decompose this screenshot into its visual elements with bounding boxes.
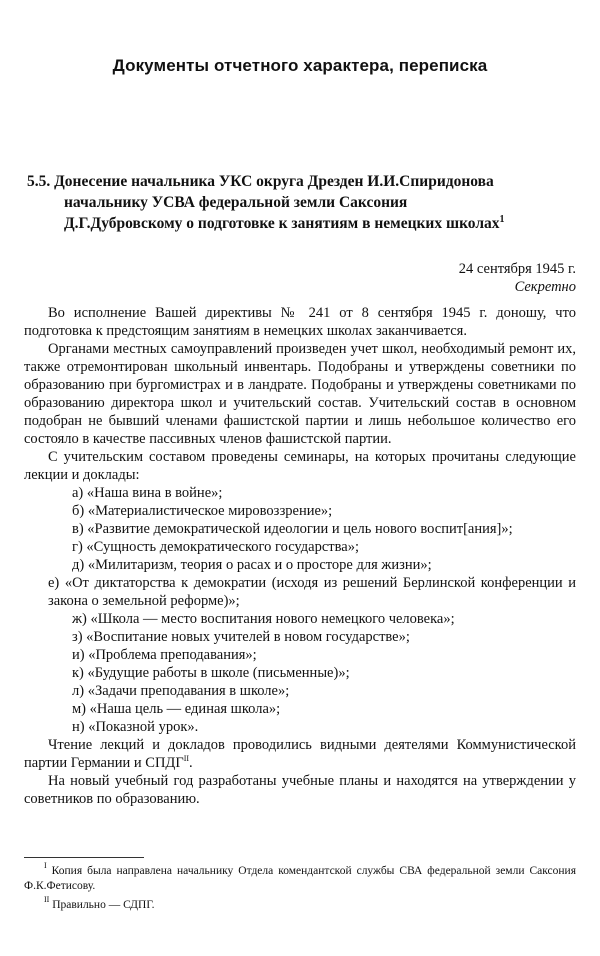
lecture-item: н) «Показной урок». [72,719,199,735]
lecture-item: д) «Милитаризм, теория о расах и о просторе для жизни»; [72,557,432,573]
lecture-item: в) «Развитие демократической идеологии и цель нового воспит[ания]»; [72,521,513,537]
lecture-item: а) «Наша вина в войне»; [72,485,223,501]
footnote-2-mark: II [44,895,50,904]
footnote-1 [24,861,577,894]
footnotes [24,861,577,917]
title-footnote-mark: 1 [499,214,505,225]
footnote-1-text: Копия была направлена начальнику Отдела комендантской службы СВА федеральной земли Саксония Ф.К.Фетисову. [24,865,577,892]
lecture-list [24,484,576,736]
paragraph-1: Во исполнение Вашей директивы № 241 от 8 сентября 1945 г. доношу, что подготовка к предстоящим занятиям в немецких школах заканчивается. [24,305,576,339]
footnote-2-text: Правильно — СДПГ. [52,899,155,911]
date-block [459,260,576,296]
closing-paragraph-1-text: Чтение лекций и докладов проводились видными деятелями Коммунистической партии Германии и СПДГ [24,737,576,771]
document-body [24,304,576,808]
lecture-item: г) «Сущность демократического государства»; [72,539,359,555]
title-line-1: 5.5. Донесение начальника УКС округа Дрезден И.И.Спиридонова [27,173,494,190]
document-title [27,171,582,234]
paragraph-2: Органами местных самоуправлений произведен учет школ, необходимый ремонт их, также отремонтирован школьный инвентарь. Подобраны и утверждены советники по образованию при бургомистрах и в ландрате. Подобраны и утверждены советниками по образованию директора школ и учительский состав. Учительский состав в основном подобран не бывший членами фашистской партии и лишь небольшое количество его состояло в качестве пассивных членов фашистской партии. [24,341,576,447]
lecture-item: и) «Проблема преподавания»; [72,647,257,663]
lecture-item: б) «Материалистическое мировоззрение»; [72,503,333,519]
lecture-item: з) «Воспитание новых учителей в новом государстве»; [72,629,410,645]
footnote-divider [24,857,144,858]
title-line-3 [27,213,582,234]
classification-stamp: Секретно [514,279,576,295]
lecture-item: л) «Задачи преподавания в школе»; [72,683,290,699]
lecture-item: к) «Будущие работы в школе (письменные)»; [72,665,350,681]
footnote-ref-2: II [183,754,190,763]
paragraph-3: С учительским составом проведены семинары, на которых прочитаны следующие лекции и доклады: [24,449,576,483]
footnote-2 [24,895,576,913]
lecture-item: ж) «Школа — место воспитания нового немецкого человека»; [72,611,455,627]
running-head: Документы отчетного характера, переписка [112,56,488,75]
title-line-3-text: Д.Г.Дубровскому о подготовке к занятиям в немецких школах [64,215,500,232]
closing-paragraph-1 [24,736,576,772]
title-line-2: начальнику УСВА федеральной земли Саксония [64,194,408,211]
closing-paragraph-1-end: . [189,755,193,771]
lecture-item: м) «Наша цель — единая школа»; [72,701,281,717]
footnote-1-mark: I [44,861,47,870]
document-date: 24 сентября 1945 г. [458,261,576,277]
closing-paragraph-2: На новый учебный год разработаны учебные планы и находятся на утверждении у советников по образованию. [24,773,576,807]
lecture-item: е) «От диктаторства к демократии (исходя из решений Берлинской конференции и закона о земельной реформе)»; [48,575,576,609]
